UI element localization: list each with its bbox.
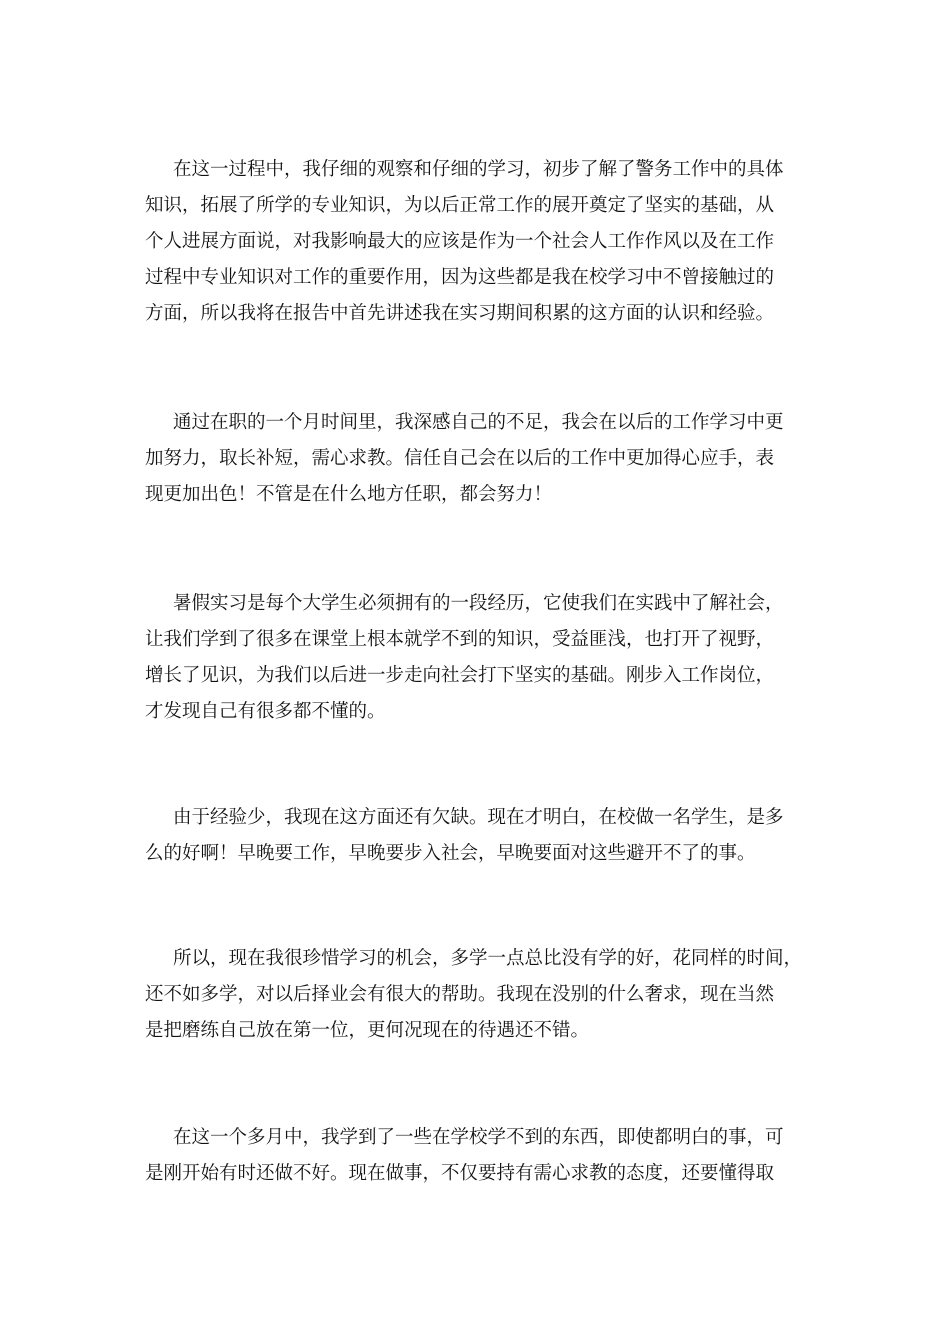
paragraph-line: 所以，现在我很珍惜学习的机会，多学一点总比没有学的好，花同样的时间， (173, 948, 803, 969)
paragraph-line: 由于经验少，我现在这方面还有欠缺。现在才明白，在校做一名学生，是多 (173, 807, 784, 828)
paragraph-line: 么的好啊！早晚要工作，早晚要步入社会，早晚要面对这些避开不了的事。 (145, 843, 756, 864)
paragraph-line: 过程中专业知识对工作的重要作用，因为这些都是我在校学习中不曾接触过的 (145, 267, 775, 288)
paragraph-3 (145, 586, 815, 730)
paragraph-line: 还不如多学，对以后择业会有很大的帮助。我现在没别的什么奢求，现在当然 (145, 984, 775, 1005)
paragraph-line: 在这一过程中，我仔细的观察和仔细的学习，初步了解了警务工作中的具体 (173, 159, 784, 180)
paragraph-6 (145, 1120, 815, 1192)
paragraph-line: 知识，拓展了所学的专业知识，为以后正常工作的展开奠定了坚实的基础，从 (145, 195, 775, 216)
paragraph-1 (145, 152, 815, 332)
paragraph-line: 加努力，取长补短，需心求教。信任自己会在以后的工作中更加得心应手，表 (145, 448, 775, 469)
paragraph-line: 是刚开始有时还做不好。现在做事，不仅要持有需心求教的态度，还要懂得取 (145, 1163, 775, 1184)
paragraph-line: 现更加出色！不管是在什么地方任职，都会努力！ (145, 484, 553, 505)
paragraph-4 (145, 800, 815, 872)
paragraph-line: 通过在职的一个月时间里，我深感自己的不足，我会在以后的工作学习中更 (173, 412, 784, 433)
paragraph-line: 暑假实习是每个大学生必须拥有的一段经历，它使我们在实践中了解社会， (173, 593, 784, 614)
paragraph-line: 才发现自己有很多都不懂的。 (145, 701, 386, 722)
paragraph-line: 方面，所以我将在报告中首先讲述我在实习期间积累的这方面的认识和经验。 (145, 303, 775, 324)
paragraph-line: 个人进展方面说，对我影响最大的应该是作为一个社会人工作作风以及在工作 (145, 231, 775, 252)
paragraph-line: 在这一个多月中，我学到了一些在学校学不到的东西，即使都明白的事，可 (173, 1127, 784, 1148)
paragraph-line: 增长了见识，为我们以后进一步走向社会打下坚实的基础。刚步入工作岗位， (145, 665, 775, 686)
paragraph-line: 是把磨练自己放在第一位，更何况现在的待遇还不错。 (145, 1020, 590, 1041)
paragraph-2 (145, 405, 815, 513)
paragraph-line: 让我们学到了很多在课堂上根本就学不到的知识，受益匪浅，也打开了视野， (145, 629, 775, 650)
paragraph-5 (145, 941, 815, 1049)
